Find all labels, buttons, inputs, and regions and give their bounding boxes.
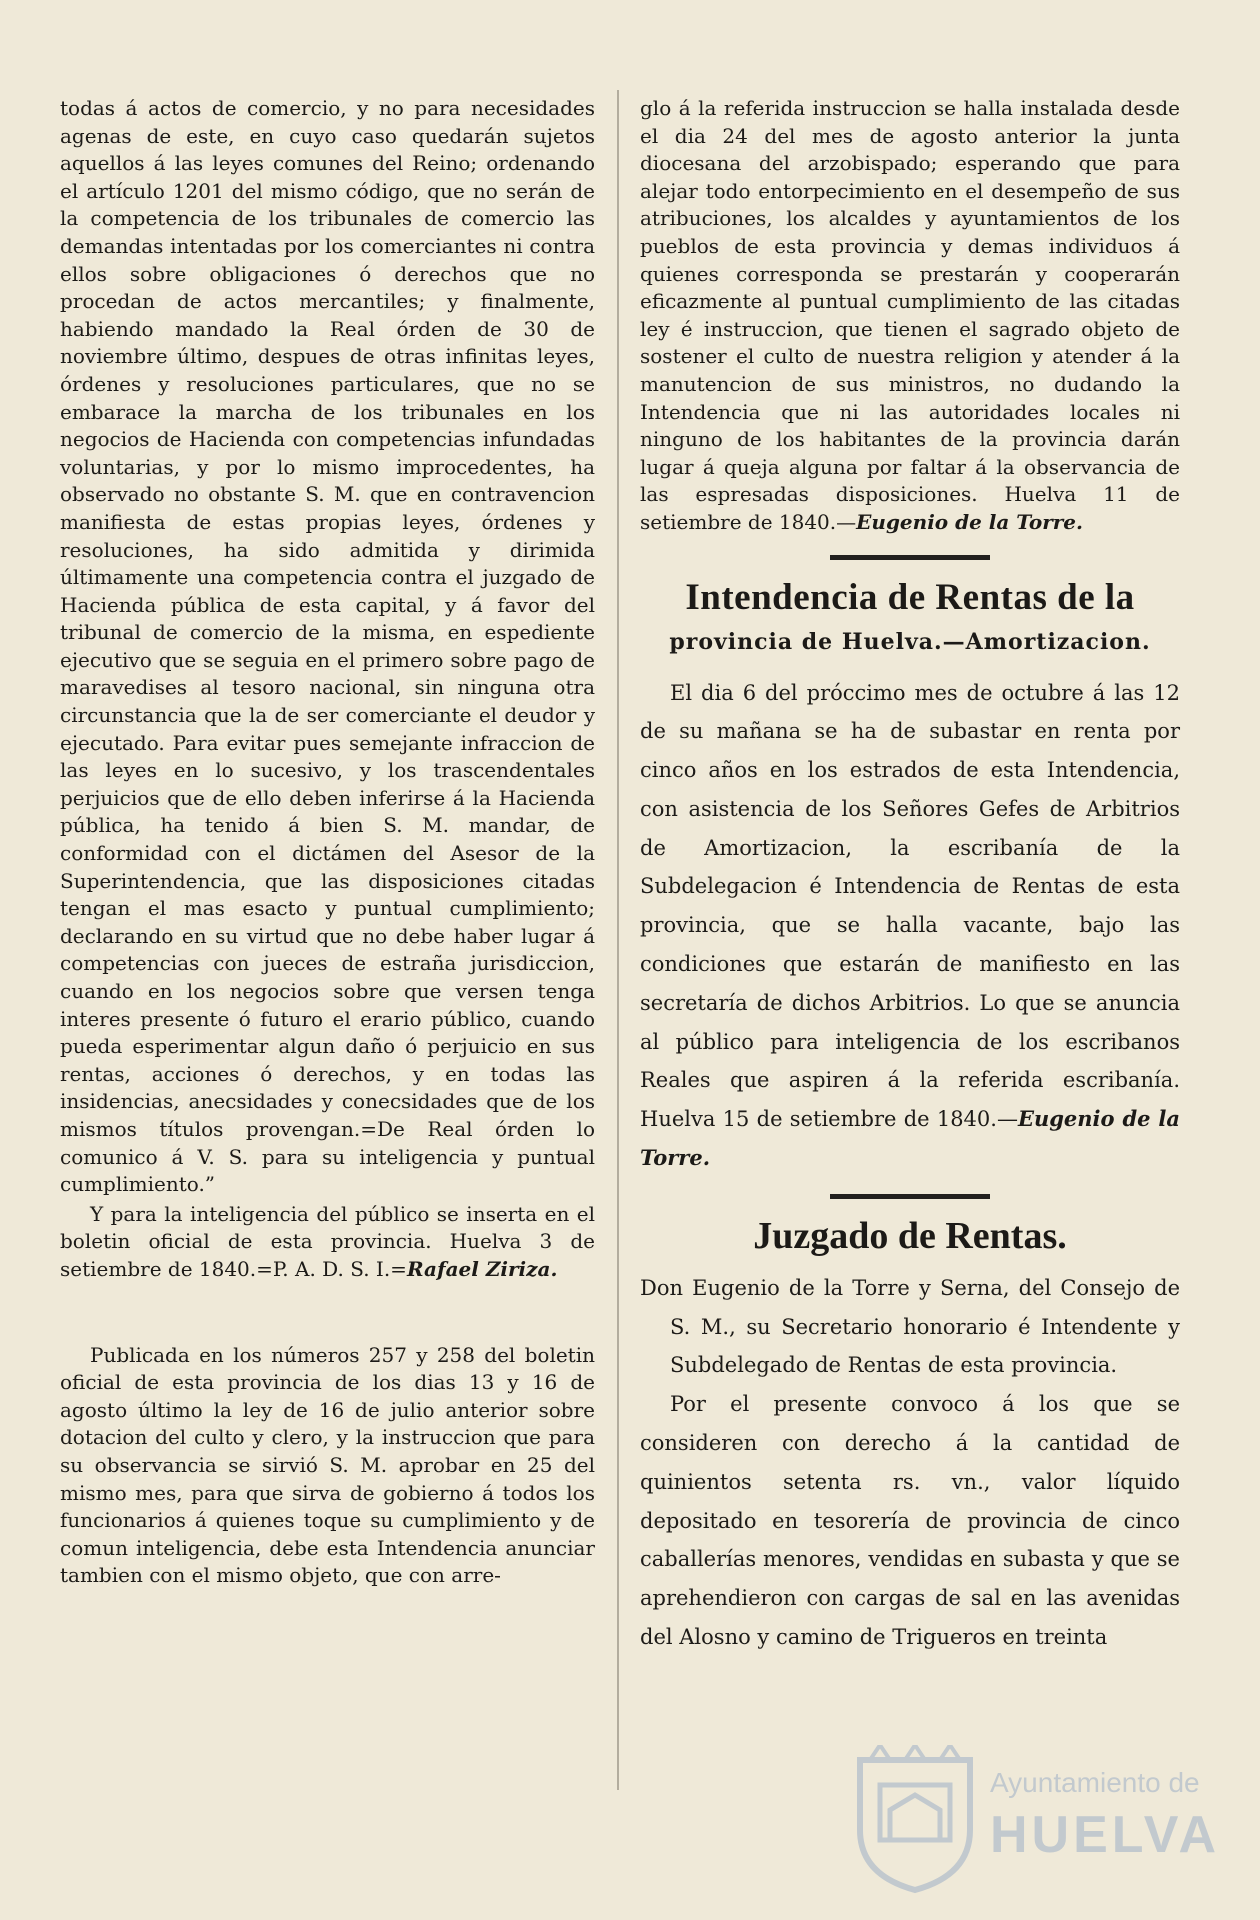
left-paragraph-1: todas á actos de comercio, y no para necesidades agenas de este, en cuyo caso quedarán sujetos aquellos á las leyes comunes del Reino; ordenando el artículo 1201 del mismo código, que no serán de la competencia de los tribunales de comercio las demandas intentadas por los comerciantes ni contra ellos sobre obligaciones ó derechos que no procedan de actos mercantiles; y finalmente, habiendo mandado la Real órden de 30 de noviembre último, despues de otras infinitas leyes, órdenes y resoluciones particulares, que no se embarace la marcha de los tribunales en los negocios de Hacienda con competencias infundadas voluntarias, y por lo mismo improcedentes, ha observado no obstante S. M. que en contravencion manifiesta de estas propias leyes, órdenes y resoluciones, ha sido admitida y dirimida últimamente una competencia contra el juzgado de Hacienda pública de esta capital, y á favor del tribunal de comercio de la misma, en espediente ejecutivo que se seguia en el primero sobre pago de maravedises al tesoro nacional, sin ninguna otra circunstancia que la de ser comerciante el deudor y ejecutado. Para evitar pues semejante infraccion de las leyes en lo sucesivo, y los trascendentales perjuicios que de ello deben inferirse á la Hacienda pública, ha tenido á bien S. M. mandar, de conformidad con el dictámen del Asesor de la Superintendencia, que las disposiciones citadas tengan el mas esacto y puntual cumplimiento; declarando en su virtud que no debe haber lugar á competencias con jueces de estraña jurisdiccion, cuando en los negocios sobre que versen tenga interes presente ó futuro el erario público, cuando pueda esperimentar algun daño ó perjuicio en sus rentas, acciones ó derechos, y en todas las insidencias, anecsidades y conecsidades que de los mismos títulos provengan.=De Real órden lo comunico á V. S. para su inteligencia y puntual cumplimiento.” [60,96,595,1197]
section-1-body: El dia 6 del próccimo mes de octubre á las 12 de su mañana se ha de subastar en renta por cinco años en los estrados de esta Intendencia, con asistencia de los Señores Gefes de Arbitrios de Amortizacion, la escribanía de la Subdelegacion é Intendencia de Rentas de esta provincia, que se halla vacante, bajo las condiciones que estarán de manifiesto en las secretaría de dichos Arbitrios. Lo que se anuncia al público para inteligencia de los escribanos Reales que aspiren á la referida escribanía. Huelva 15 de setiembre de 1840.— [640,680,1180,1132]
section-2-text: Por el presente convoco á los que se consideren con derecho á la cantidad de quinientos setenta rs. vn., valor líquido depositado en tesorería de provincia de cinco caballerías menores, vendidas en subasta y que se aprehendieron con cargas de sal en las avenidas del Alosno y camino de Trigueros en treinta [640,1392,1180,1650]
left-paragraph-2 [60,1201,595,1284]
section-1-text [640,674,1180,1178]
section-2-intro: Don Eugenio de la Torre y Serna, del Consejo de S. M., su Secretario honorario é Intendente y Subdelegado de Rentas de esta provincia. [640,1275,1180,1378]
left-paragraph-2-signature: Rafael Ziriza. [406,1256,558,1281]
section-rule-1 [830,555,990,560]
city-shield-icon [850,1745,980,1895]
section-1-signature: Eugenio de la Torre. [640,1106,1181,1171]
watermark-line-1: Ayuntamiento de [990,1767,1200,1798]
section-1-title: Intendencia de Rentas de la [685,576,1135,618]
section-1-subtitle: provincia de Huelva.—Amortizacion. [669,628,1151,655]
watermark-line-2: HUELVA [990,1806,1221,1864]
left-column [60,95,595,1590]
column-divider [617,90,619,1790]
watermark [850,1745,1221,1895]
right-paragraph-1-text: glo á la referida instruccion se halla instalada desde el dia 24 del mes de agosto anterior la junta diocesana del arzobispado; esperando que para alejar todo entorpecimiento en el desempeño de sus atribuciones, los alcaldes y ayuntamientos de los pueblos de esta provincia y demas individuos á quienes corresponda se prestarán y cooperarán eficazmente al puntual cumplimiento de las citadas ley é instruccion, que tienen el sagrado objeto de sostener el culto de nuestra religion y atender á la manutencion de sus ministros, no dudando la Intendencia que ni las autoridades locales ni ninguno de los habitantes de la provincia darán lugar á queja alguna por faltar á la observancia de las espresadas disposiciones. Huelva 11 de setiembre de 1840.— [640,96,1180,534]
right-paragraph-1-signature: Eugenio de la Torre. [856,509,1083,534]
right-column [640,95,1180,1657]
left-paragraph-2-text: Y para la inteligencia del público se inserta en el boletin oficial de esta provincia. Huelva 3 de setiembre de 1840.=P. A. D. S. I.= [60,1201,595,1281]
section-2-title: Juzgado de Rentas. [753,1214,1067,1257]
section-rule-2 [830,1194,990,1199]
left-paragraph-3: Publicada en los números 257 y 258 del boletin oficial de esta provincia de los dias 13 y 16 de agosto último la ley de 16 de julio anterior sobre dotacion del culto y clero, y la instruccion que para su observancia se sirvió S. M. aprobar en 25 del mismo mes, para que sirva de gobierno á todos los funcionarios á quienes toque su cumplimiento y de comun inteligencia, debe esta Intendencia anunciar tambien con el mismo objeto, que con arre- [60,1342,595,1588]
right-paragraph-1 [640,95,1180,537]
